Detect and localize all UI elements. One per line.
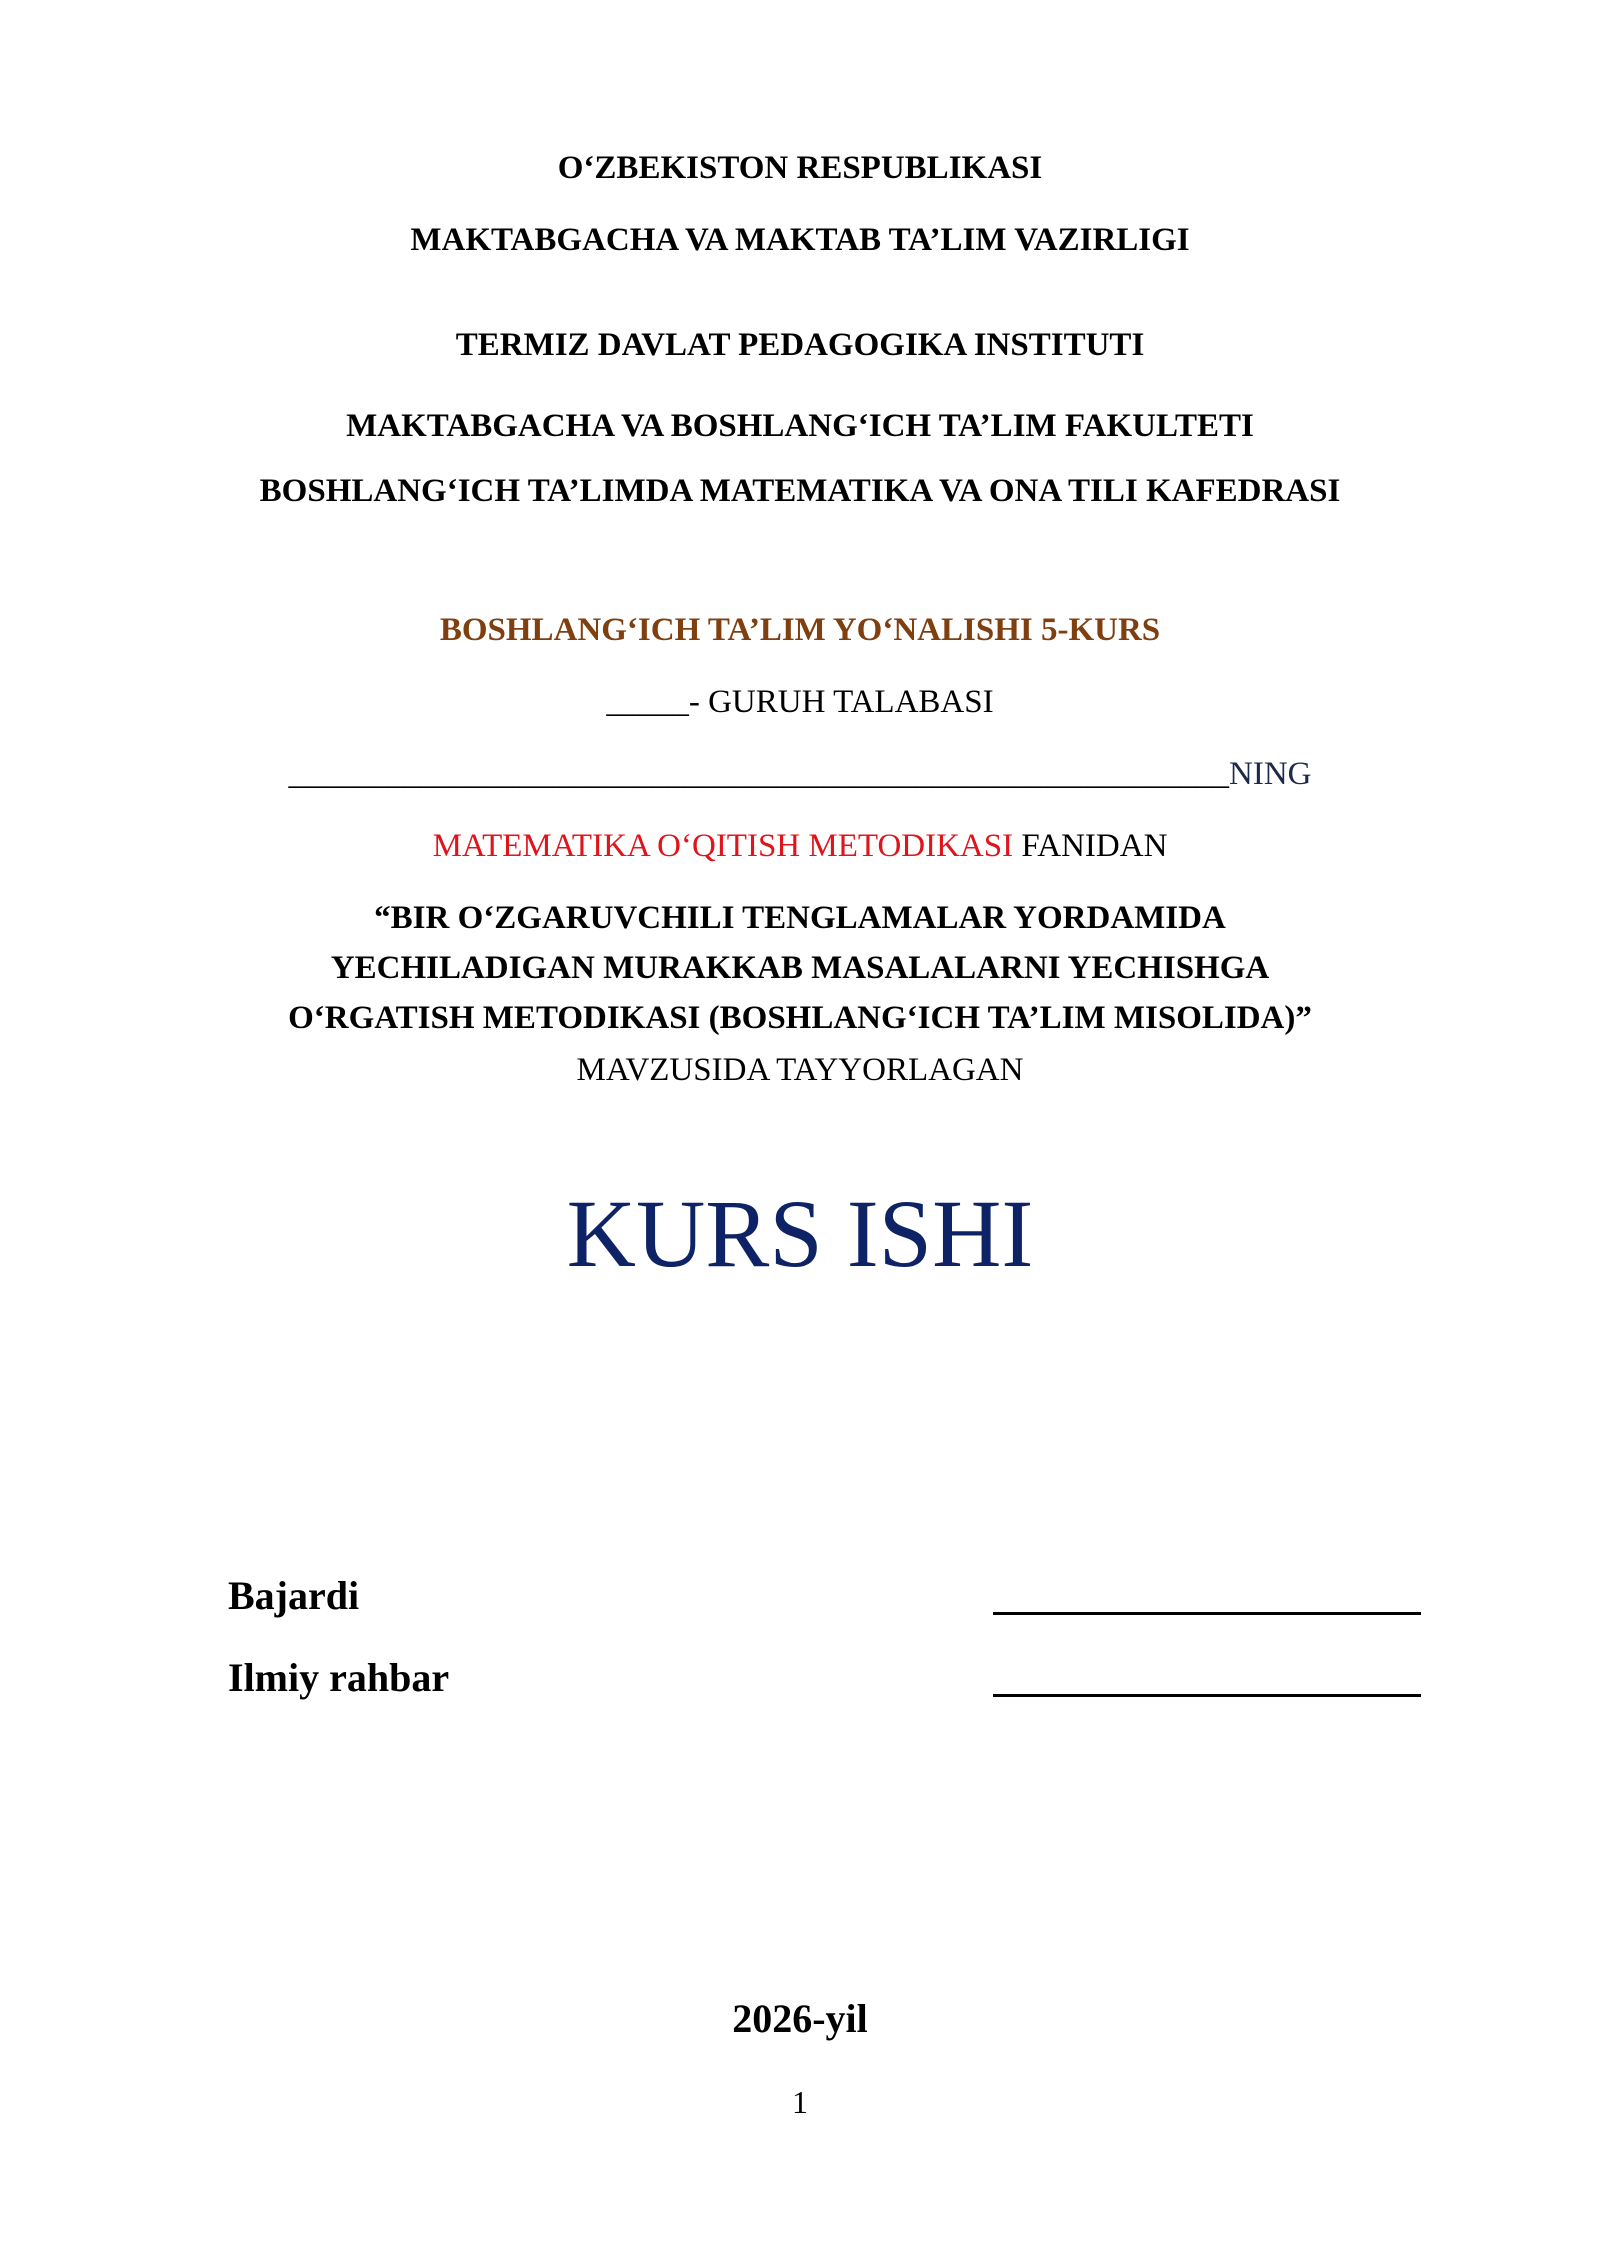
group-suffix: - GURUH TALABASI (688, 684, 994, 720)
document-title: KURS ISHI (566, 1180, 1034, 1287)
supervisor-label: Ilmiy rahbar (228, 1655, 450, 1700)
faculty-heading: MAKTABGACHA VA BOSHLANG‘ICH TA’LIM FAKULTETI (346, 408, 1254, 444)
student-name-line (0, 756, 1600, 793)
performed-signature-line (993, 1612, 1421, 1615)
supervisor-signature-line (993, 1694, 1421, 1697)
student-name-suffix: NING (1229, 756, 1312, 792)
page-number: 1 (792, 2084, 808, 2120)
group-blank: _____ (606, 684, 689, 720)
republic-heading: O‘ZBEKISTON RESPUBLIKASI (557, 150, 1043, 186)
group-line (0, 684, 1600, 721)
year: 2026-yil (732, 1996, 868, 2041)
subject-line (0, 828, 1600, 865)
topic-suffix: MAVZUSIDA TAYYORLAGAN (576, 1052, 1024, 1088)
department-heading: BOSHLANG‘ICH TA’LIMDA MATEMATIKA VA ONA TILI KAFEDRASI (259, 473, 1341, 509)
institute-heading: TERMIZ DAVLAT PEDAGOGIKA INSTITUTI (455, 327, 1145, 363)
student-name-blank: _________________________________________________________ (288, 756, 1229, 792)
subject-suffix: FANIDAN (1013, 828, 1168, 864)
ministry-heading: MAKTABGACHA VA MAKTAB TA’LIM VAZIRLIGI (410, 222, 1190, 258)
topic-line-1: “BIR O‘ZGARUVCHILI TENGLAMALAR YORDAMIDA (374, 900, 1226, 936)
performed-label: Bajardi (228, 1573, 360, 1618)
subject-name: MATEMATIKA O‘QITISH METODIKASI (432, 828, 1014, 864)
topic-line-2: YECHILADIGAN MURAKKAB MASALALARNI YECHISHGA (330, 950, 1270, 986)
direction-course: BOSHLANG‘ICH TA’LIM YO‘NALISHI 5-KURS (439, 612, 1161, 648)
topic-line-3: O‘RGATISH METODIKASI (BOSHLANG‘ICH TA’LIM MISOLIDA)” (288, 1000, 1312, 1036)
